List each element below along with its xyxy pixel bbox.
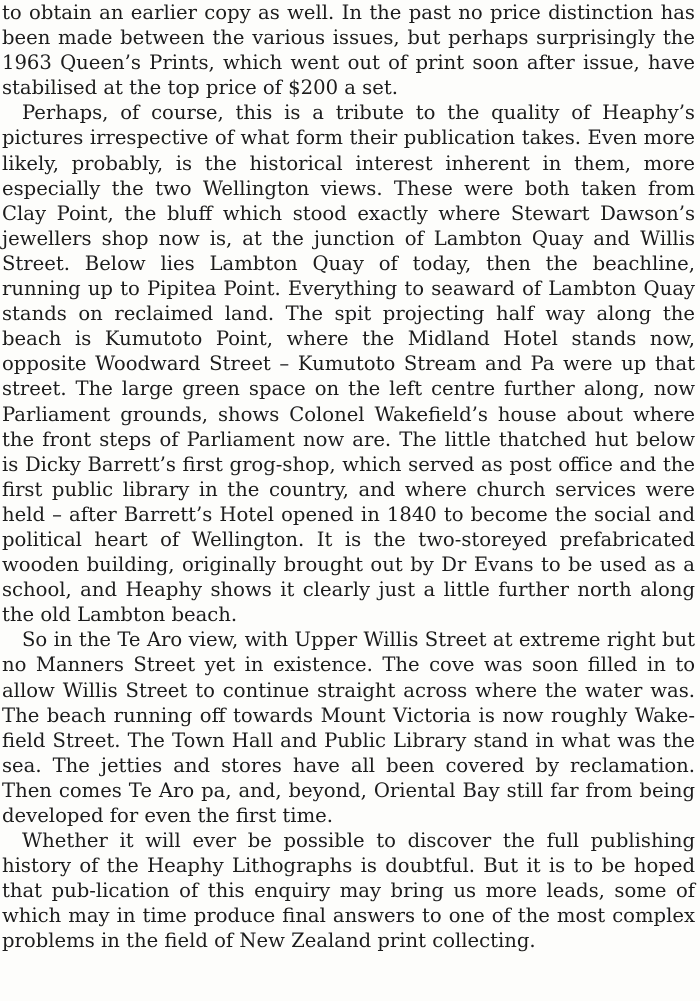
paragraph-wellington-views: Perhaps, of course, this is a tribute to the quality of Heaphy’s pictures irrespective of what form their publication takes. Even more likely, probably, is the historical interest inherent in them, more especially the two Wellington views. These were both taken from Clay Point, the bluff which stood exactly where Stewart Dawson’s jewellers shop now is, at the junction of Lambton Quay and Willis Street. Below lies Lambton Quay of today, then the beachline, running up to Pipitea Point. Everything to seaward of Lambton Quay stands on reclaimed land. The spit projecting half way along the beach is Kumutoto Point, where the Midland Hotel stands now, opposite Woodward Street – Kumutoto Stream and Pa were up that street. The large green space on the left centre further along, now Parliament grounds, shows Colonel Wakefield’s house about where the front steps of Parliament now are. The little thatched hut below is Dicky Barrett’s first grog-shop, which served as post office and the first public library in the country, and where church services were held – after Barrett’s Hotel opened in 1840 to become the social and political heart of Wellington. It is the two-storeyed prefabricated wooden building, originally brought out by Dr Evans to be used as a school, and Heaphy shows it clearly just a little further north along the old Lambton beach. [2, 101, 695, 627]
article-body [2, 0, 695, 954]
paragraph-te-aro-view: So in the Te Aro view, with Upper Willis Street at extreme right but no Manners Street yet in existence. The cove was soon filled in to allow Willis Street to continue straight across where the water was. The beach running off towards Mount Victoria is now roughly Wake-field Street. The Town Hall and Public Library stand in what was the sea. The jetties and stores have all been covered by reclamation. Then comes Te Aro pa, and, beyond, Oriental Bay still far from being developed for even the first time. [2, 628, 695, 827]
paragraph-conclusion: Whether it will ever be possible to discover the full publishing history of the Heaphy Lithographs is doubtful. But it is to be hoped that pub-lication of this enquiry may bring us more leads, some of which may in time produce final answers to one of the most complex problems in the field of New Zealand print collecting. [2, 829, 695, 953]
paragraph-price-history: to obtain an earlier copy as well. In the past no price distinction has been made between the various issues, but perhaps surprisingly the 1963 Queen’s Prints, which went out of print soon after issue, have stabilised at the top price of $200 a set. [2, 1, 695, 100]
